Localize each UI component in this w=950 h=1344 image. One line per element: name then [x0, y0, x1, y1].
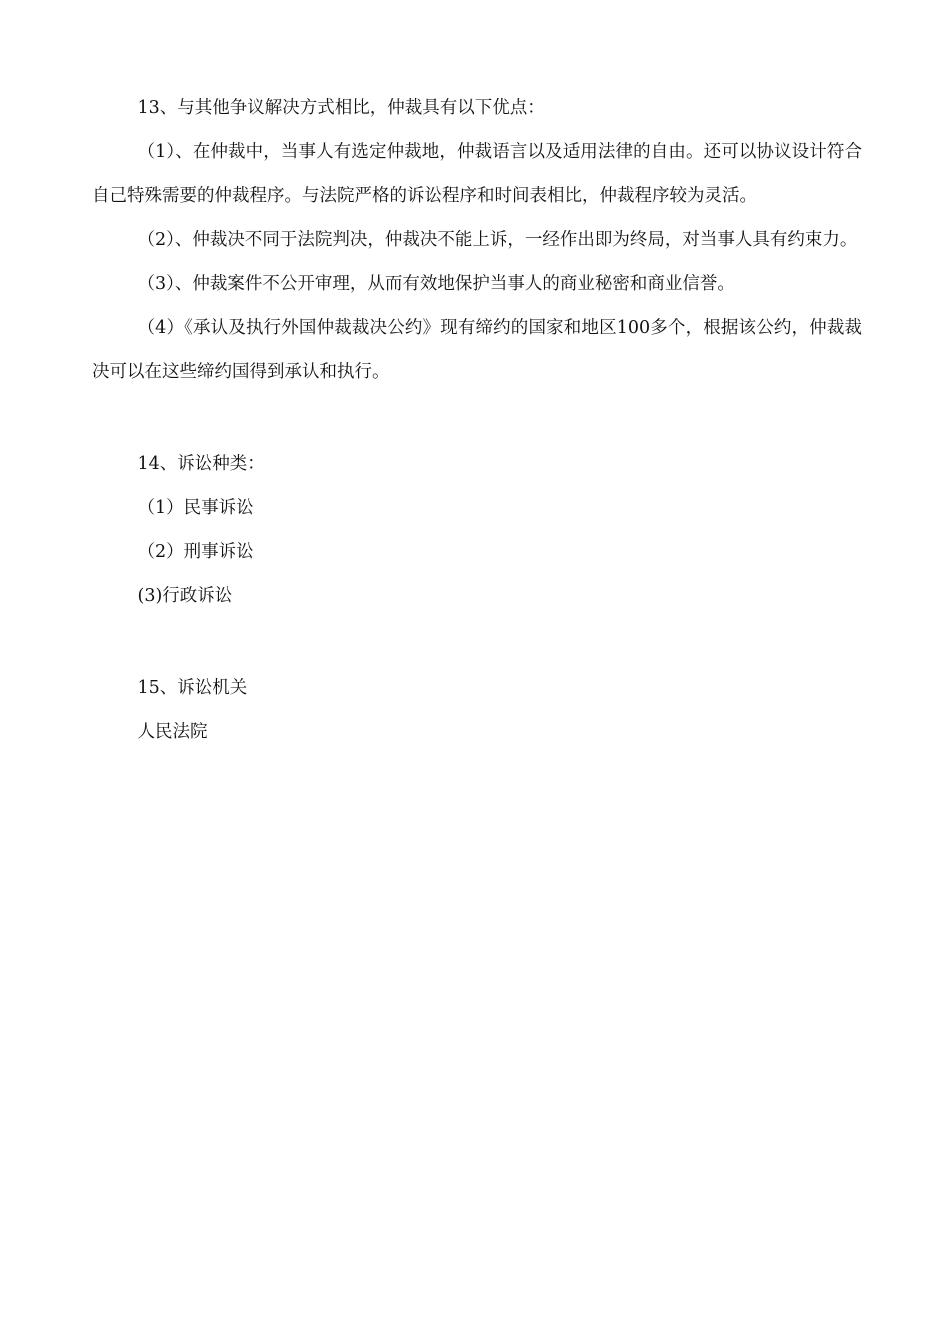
section-14-heading: 14、诉讼种类：: [137, 454, 265, 474]
section-13-item-4: （4）《承认及执行外国仲裁裁决公约》现有缔约的国家和地区100多个，根据该公约，仲裁裁决可以在这些缔约国得到承认和执行。: [92, 318, 862, 382]
section-13-item-3: （3）、仲裁案件不公开审理，从而有效地保护当事人的商业秘密和商业信誉。: [137, 274, 735, 294]
section-13-item-2: （2）、仲裁决不同于法院判决，仲裁决不能上诉，一经作出即为终局，对当事人具有约束力。: [137, 230, 858, 250]
document-body: [92, 86, 862, 754]
section-13-heading: 13、与其他争议解决方式相比，仲裁具有以下优点：: [137, 98, 545, 118]
section-spacer: [92, 394, 862, 442]
section-14-item-3: (3)行政诉讼: [137, 586, 233, 606]
section-15-heading: 15、诉讼机关: [137, 678, 248, 698]
section-14-item-2: （2）刑事诉讼: [137, 542, 254, 562]
section-14-item-1: （1）民事诉讼: [137, 498, 254, 518]
section-13-item-1: （1）、在仲裁中，当事人有选定仲裁地，仲裁语言以及适用法律的自由。还可以协议设计符合自己特殊需要的仲裁程序。与法院严格的诉讼程序和时间表相比，仲裁程序较为灵活。: [92, 142, 862, 206]
section-15-item-1: 人民法院: [137, 722, 208, 742]
section-spacer: [92, 618, 862, 666]
